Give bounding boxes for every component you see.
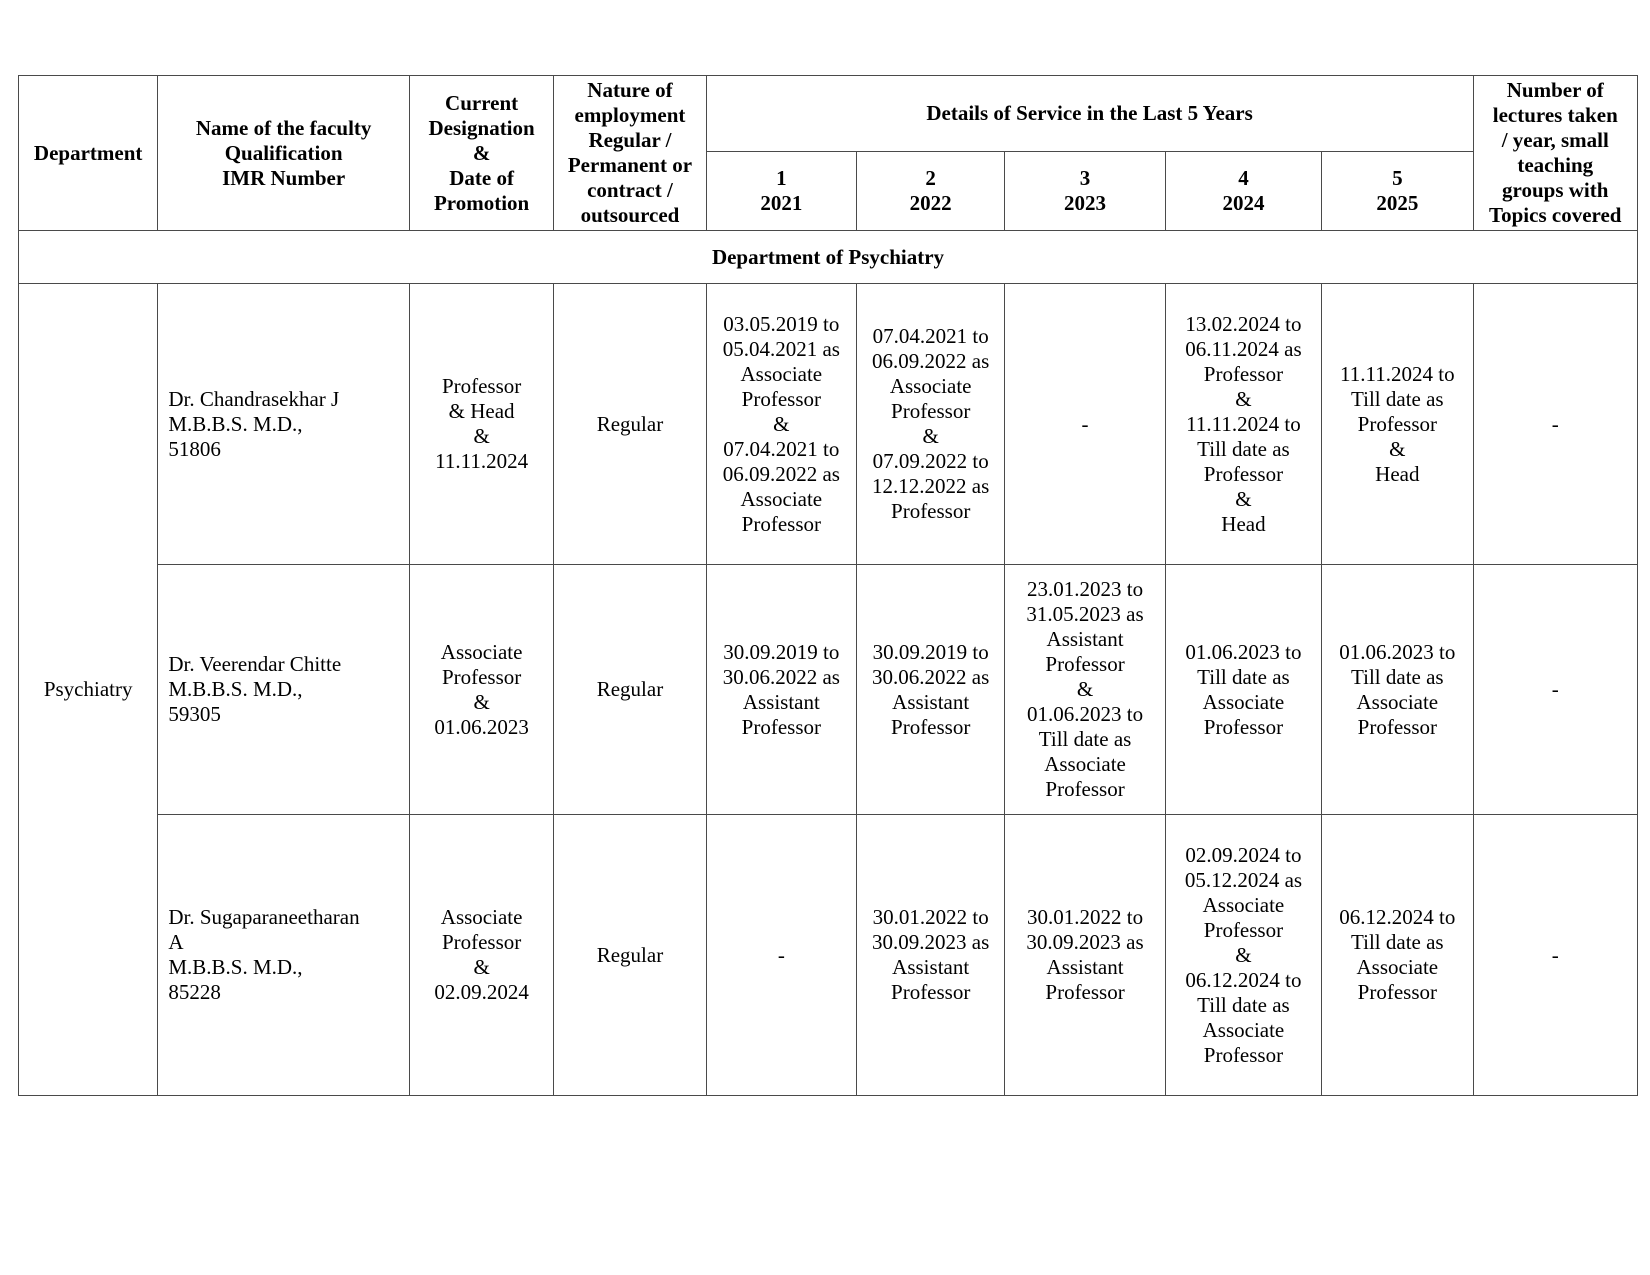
header-name: Name of the faculty Qualification IMR Number (158, 76, 410, 231)
year-2-cell: 30.01.2022 to 30.09.2023 as Assistant Professor (857, 815, 1005, 1096)
department-cell: Psychiatry (19, 284, 158, 1096)
year-2-cell: 30.09.2019 to 30.06.2022 as Assistant Professor (857, 565, 1005, 815)
lectures-cell: - (1473, 284, 1637, 565)
year-2-cell: 07.04.2021 to 06.09.2022 as Associate Professor & 07.09.2022 to 12.12.2022 as Professor (857, 284, 1005, 565)
header-designation: Current Designation & Date of Promotion (409, 76, 553, 231)
table-row (19, 284, 1638, 565)
table-row (19, 565, 1638, 815)
year-1-cell: 03.05.2019 to 05.04.2021 as Associate Professor & 07.04.2021 to 06.09.2022 as Associate Professor (706, 284, 856, 565)
faculty-name: Dr. Chandrasekhar J M.B.B.S. M.D., 51806 (158, 284, 410, 565)
header-lectures: Number of lectures taken / year, small teaching groups with Topics covered (1473, 76, 1637, 231)
header-year-5: 5 2025 (1322, 152, 1473, 231)
employment-cell: Regular (554, 815, 706, 1096)
year-3-cell: - (1005, 284, 1165, 565)
header-year-2: 2 2022 (857, 152, 1005, 231)
header-year-1: 1 2021 (706, 152, 856, 231)
header-department: Department (19, 76, 158, 231)
year-4-cell: 01.06.2023 to Till date as Associate Professor (1165, 565, 1321, 815)
header-year-4: 4 2024 (1165, 152, 1321, 231)
year-5-cell: 06.12.2024 to Till date as Associate Professor (1322, 815, 1473, 1096)
designation-cell: Professor & Head & 11.11.2024 (409, 284, 553, 565)
designation-cell: Associate Professor & 01.06.2023 (409, 565, 553, 815)
year-3-cell: 30.01.2022 to 30.09.2023 as Assistant Professor (1005, 815, 1165, 1096)
header-employment: Nature of employment Regular / Permanent or contract / outsourced (554, 76, 706, 231)
year-5-cell: 11.11.2024 to Till date as Professor & Head (1322, 284, 1473, 565)
faculty-name: Dr. Sugaparaneetharan A M.B.B.S. M.D., 85228 (158, 815, 410, 1096)
year-4-cell: 02.09.2024 to 05.12.2024 as Associate Professor & 06.12.2024 to Till date as Associate Professor (1165, 815, 1321, 1096)
employment-cell: Regular (554, 565, 706, 815)
header-service: Details of Service in the Last 5 Years (706, 76, 1473, 152)
lectures-cell: - (1473, 565, 1637, 815)
section-title: Department of Psychiatry (19, 231, 1638, 284)
faculty-name: Dr. Veerendar Chitte M.B.B.S. M.D., 59305 (158, 565, 410, 815)
table-row (19, 815, 1638, 1096)
year-4-cell: 13.02.2024 to 06.11.2024 as Professor & 11.11.2024 to Till date as Professor & Head (1165, 284, 1321, 565)
lectures-cell: - (1473, 815, 1637, 1096)
faculty-service-table (18, 75, 1638, 1096)
header-year-3: 3 2023 (1005, 152, 1165, 231)
year-3-cell: 23.01.2023 to 31.05.2023 as Assistant Professor & 01.06.2023 to Till date as Associate Professor (1005, 565, 1165, 815)
year-5-cell: 01.06.2023 to Till date as Associate Professor (1322, 565, 1473, 815)
designation-cell: Associate Professor & 02.09.2024 (409, 815, 553, 1096)
year-1-cell: 30.09.2019 to 30.06.2022 as Assistant Professor (706, 565, 856, 815)
employment-cell: Regular (554, 284, 706, 565)
year-1-cell: - (706, 815, 856, 1096)
